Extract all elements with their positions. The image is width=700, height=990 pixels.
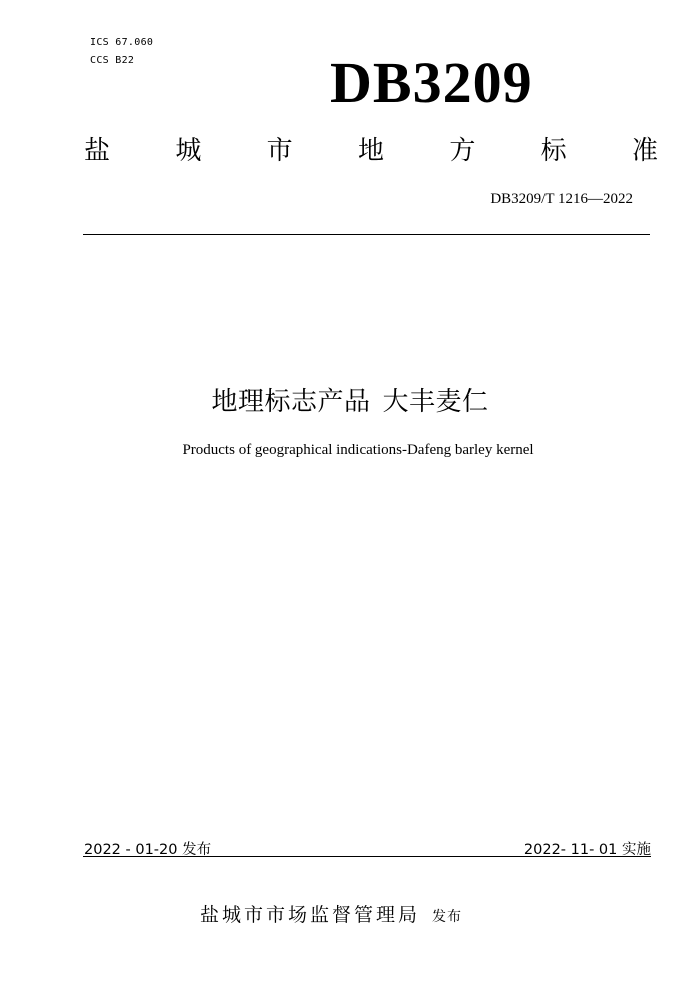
bottom-divider	[83, 856, 651, 857]
standard-number: DB3209/T 1216—2022	[490, 191, 633, 207]
standard-type-char: 方	[449, 136, 476, 166]
standard-type-char: 盐	[84, 136, 111, 166]
top-divider	[83, 234, 650, 235]
standard-type-char: 准	[631, 136, 658, 166]
standard-type-char: 市	[266, 136, 293, 166]
standard-type-char: 地	[357, 136, 384, 166]
standard-type-char: 标	[540, 136, 567, 166]
standard-type-heading	[84, 138, 658, 164]
publisher-suffix: 发布	[432, 909, 463, 925]
title-english: Products of geographical indications-Dafeng barley kernel	[182, 442, 534, 458]
publisher	[200, 900, 462, 927]
publisher-name: 盐城市市场监督管理局	[200, 904, 421, 926]
ccs-code: CCS B22	[90, 55, 135, 66]
implementation-date: 2022- 11- 01 实施	[523, 842, 651, 858]
standard-code-large: DB3209	[330, 50, 533, 115]
title-chinese-part1: 地理标志产品	[211, 387, 371, 417]
ics-code: ICS 67.060	[90, 37, 154, 48]
standard-type-char: 城	[175, 136, 202, 166]
issue-date: 2022 - 01-20 发布	[84, 842, 212, 858]
title-chinese	[0, 381, 700, 418]
title-chinese-part2: 大丰麦仁	[382, 387, 489, 417]
